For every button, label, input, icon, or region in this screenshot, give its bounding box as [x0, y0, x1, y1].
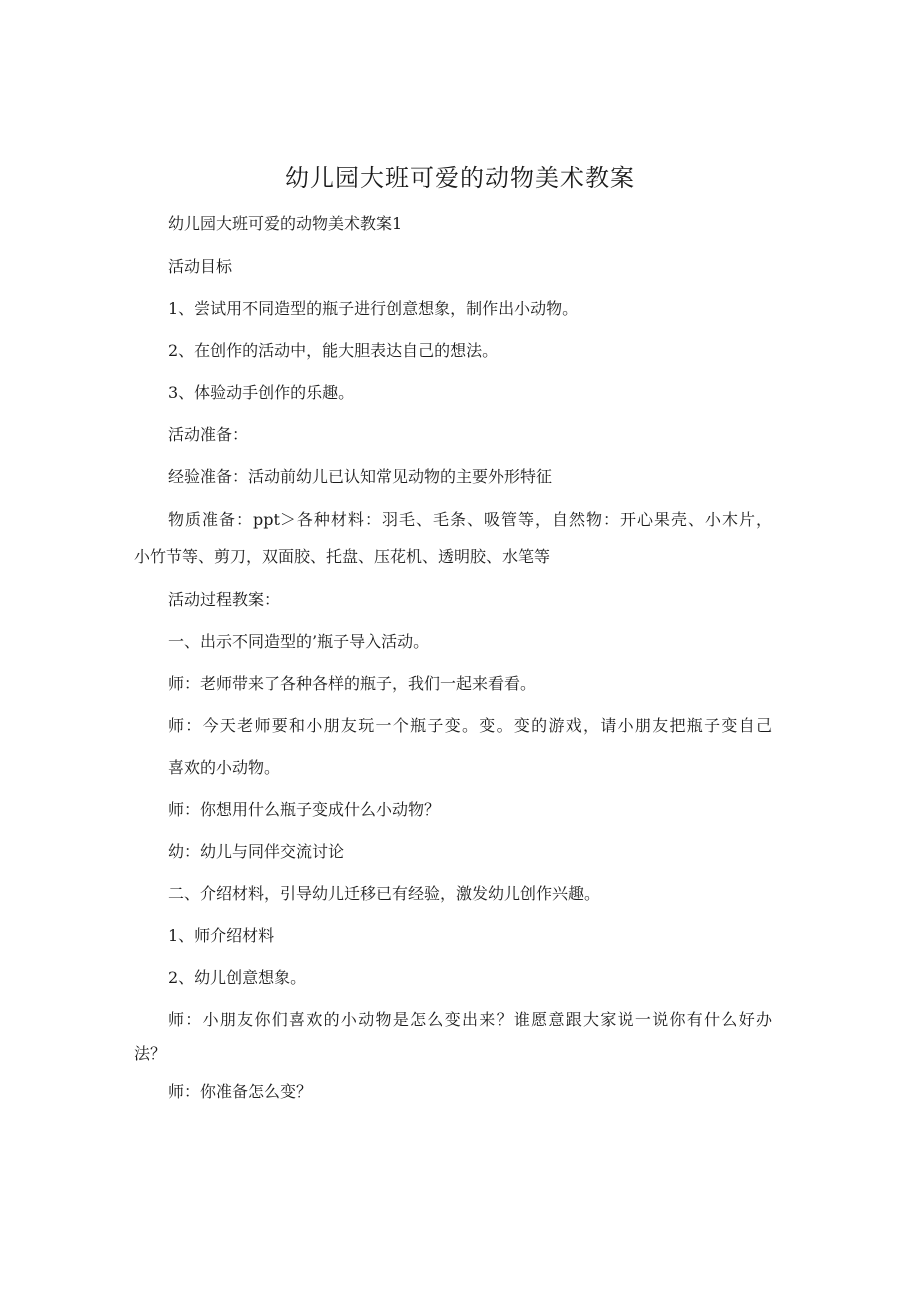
paragraph: 3、体验动手创作的乐趣。 [168, 383, 355, 402]
paragraph: 物质准备：ppt＞各种材料：羽毛、毛条、吸管等，自然物：开心果壳、小木片， [168, 510, 772, 529]
paragraph: 1、尝试用不同造型的瓶子进行创意想象，制作出小动物。 [168, 299, 579, 318]
paragraph: 师：老师带来了各种各样的瓶子，我们一起来看看。 [168, 674, 537, 693]
paragraph: 活动过程教案： [168, 590, 281, 609]
paragraph: 经验准备：活动前幼儿已认知常见动物的主要外形特征 [168, 467, 553, 486]
paragraph: 一、出示不同造型的’瓶子导入活动。 [168, 632, 430, 651]
paragraph: 师：今天老师要和小朋友玩一个瓶子变。变。变的游戏，请小朋友把瓶子变自己 [168, 716, 772, 735]
paragraph-continuation: 法？ [134, 1044, 167, 1063]
paragraph-continuation: 小竹节等、剪刀，双面胶、托盘、压花机、透明胶、水笔等 [134, 547, 551, 566]
document-title: 幼儿园大班可爱的动物美术教案 [285, 164, 635, 192]
paragraph: 2、在创作的活动中，能大胆表达自己的想法。 [168, 341, 499, 360]
paragraph: 活动准备： [168, 425, 249, 444]
paragraph-continuation: 喜欢的小动物。 [168, 758, 281, 777]
paragraph: 师：你想用什么瓶子变成什么小动物？ [168, 800, 441, 819]
paragraph: 2、幼儿创意想象。 [168, 968, 307, 987]
paragraph: 1、师介绍材料 [168, 926, 275, 945]
paragraph: 师：小朋友你们喜欢的小动物是怎么变出来？谁愿意跟大家说一说你有什么好办 [168, 1010, 772, 1029]
section-heading: 幼儿园大班可爱的动物美术教案1 [168, 214, 403, 233]
paragraph: 幼：幼儿与同伴交流讨论 [168, 842, 345, 861]
paragraph: 活动目标 [168, 257, 233, 276]
paragraph: 师：你准备怎么变？ [168, 1082, 313, 1101]
paragraph: 二、介绍材料，引导幼儿迁移已有经验，激发幼儿创作兴趣。 [168, 884, 601, 903]
